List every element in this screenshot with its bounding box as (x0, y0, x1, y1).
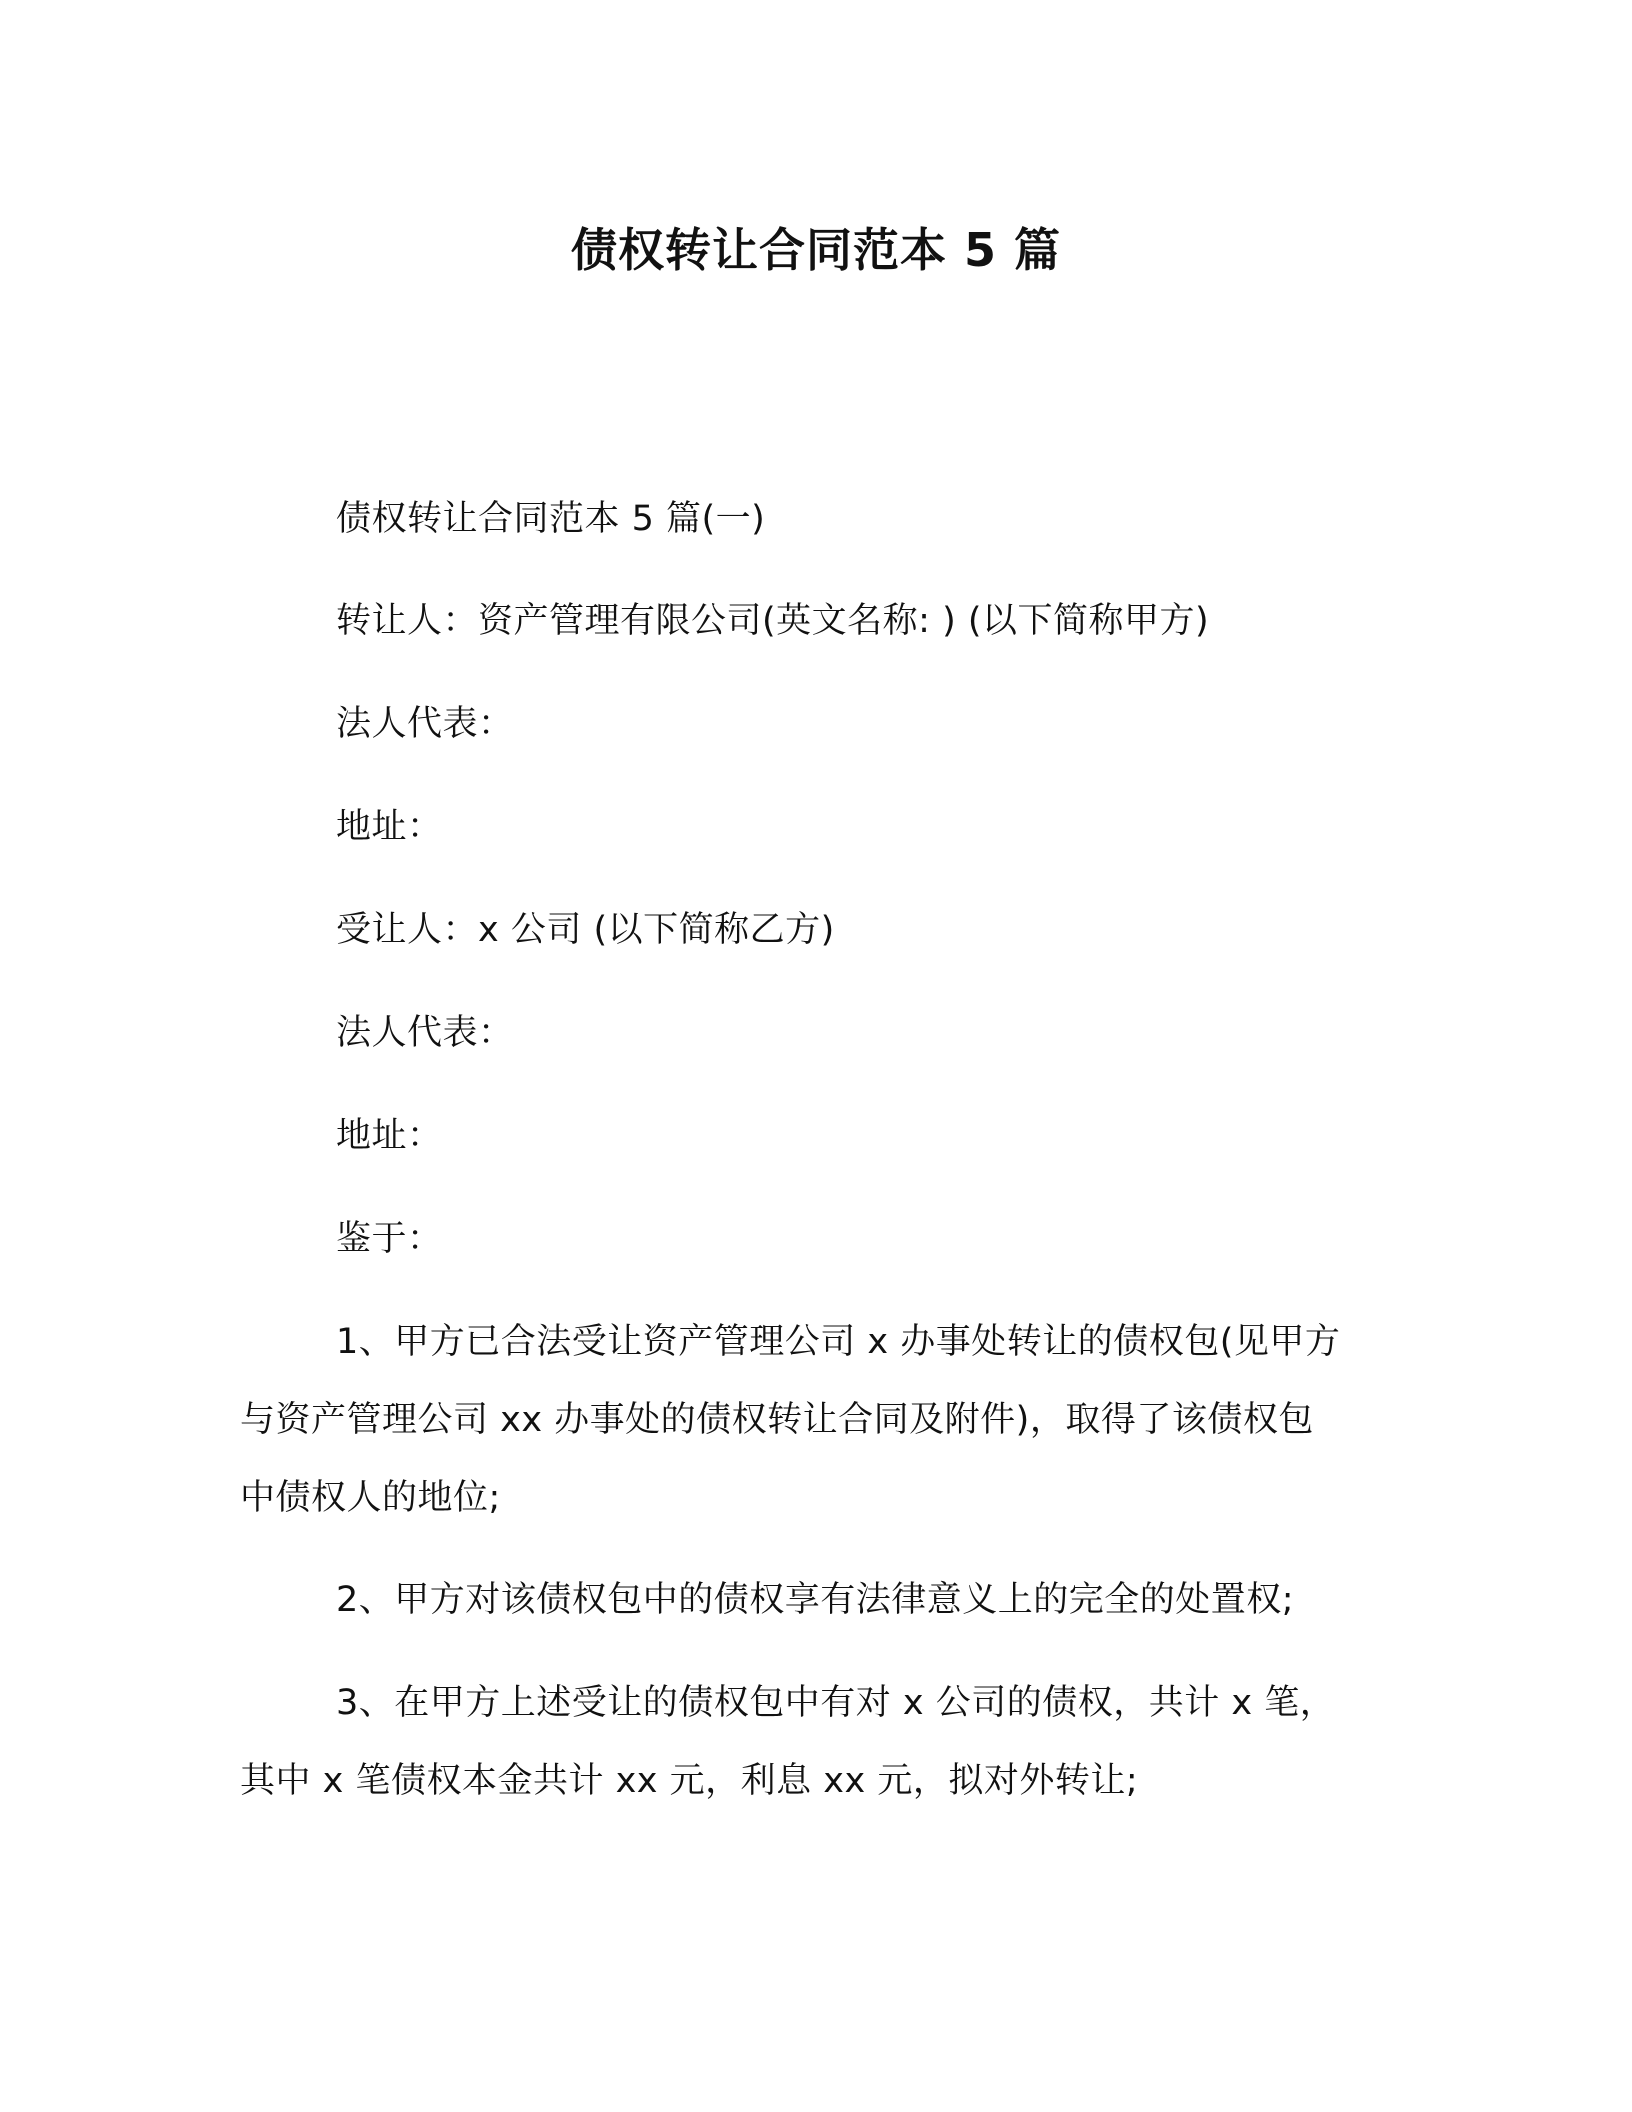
transferee-address-line: 地址： (336, 1116, 443, 1156)
clause-1-line-3: 中债权人的地位; (240, 1478, 501, 1518)
transferor-line: 转让人：资产管理有限公司(英文名称: ) (以下简称甲方) (336, 601, 1210, 641)
clause-2-line-1: 2、甲方对该债权包中的债权享有法律意义上的完全的处置权; (336, 1580, 1295, 1620)
clause-3-line-2: 其中 x 笔债权本金共计 xx 元，利息 xx 元，拟对外转让; (240, 1761, 1139, 1801)
transferor-representative-line: 法人代表： (336, 704, 514, 744)
clause-1-line-2: 与资产管理公司 xx 办事处的债权转让合同及附件)，取得了该债权包 (240, 1400, 1314, 1440)
transferor-address-line: 地址： (336, 807, 443, 847)
document-title: 债权转让合同范本 5 篇 (570, 223, 1062, 277)
transferee-line: 受让人：x 公司 (以下简称乙方) (336, 910, 835, 950)
clause-3-line-1: 3、在甲方上述受让的债权包中有对 x 公司的债权，共计 x 笔， (336, 1683, 1336, 1723)
transferee-representative-line: 法人代表： (336, 1013, 514, 1053)
whereas-line: 鉴于： (336, 1219, 443, 1259)
section-heading: 债权转让合同范本 5 篇(一) (336, 499, 766, 539)
clause-1-line-1: 1、甲方已合法受让资产管理公司 x 办事处转让的债权包(见甲方 (336, 1322, 1341, 1362)
